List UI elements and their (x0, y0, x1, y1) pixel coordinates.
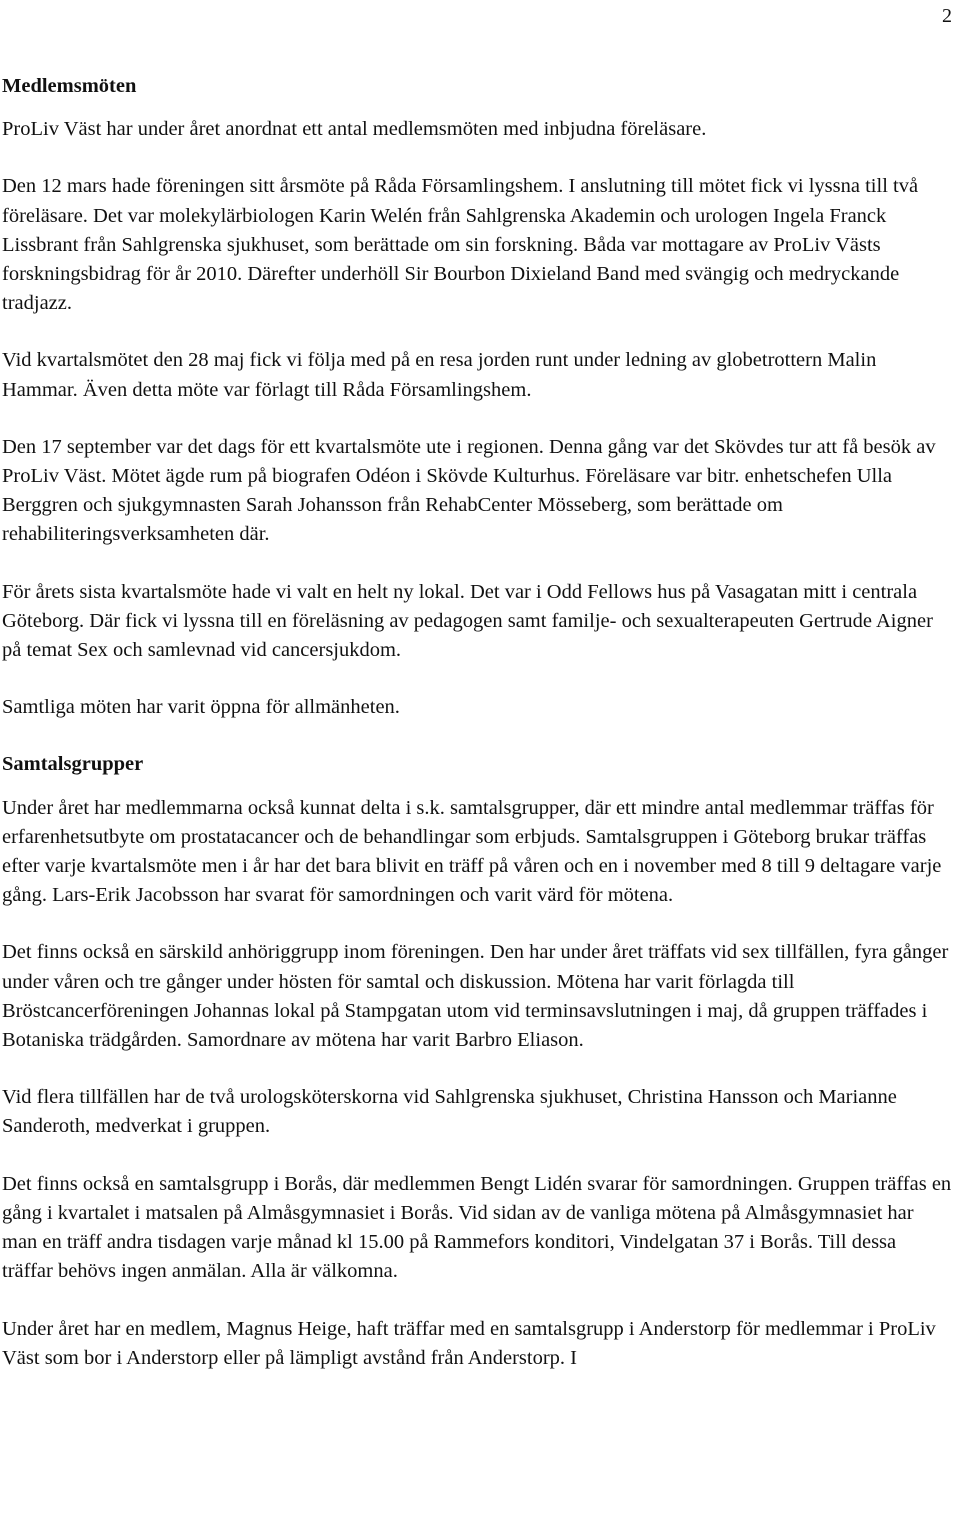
section-medlemsmoten (2, 72, 952, 722)
paragraph: Vid kvartalsmötet den 28 maj fick vi följa med på en resa jorden runt under ledning av globetrottern Malin Hammar. Även detta möte var förlagt till Råda Församlingshem. (2, 349, 877, 401)
paragraph: Den 17 september var det dags för ett kvartalsmöte ute i regionen. Denna gång var det Skövdes tur att få besök av ProLiv Väst. Mötet ägde rum på biografen Odéon i Skövde Kulturhus. Föreläsare var bitr. enhetschefen Ulla Berggren och sjukgymnasten Sarah Johansson från RehabCenter Mösseberg, som berättade om rehabiliteringsverksamheten där. (2, 435, 936, 546)
paragraph: Det finns också en samtalsgrupp i Borås, där medlemmen Bengt Lidén svarar för samordningen. Gruppen träffas en gång i kvartalet i matsalen på Almåsgymnasiet i Borås. Vid sidan av de vanliga mötena på Almåsgymnasiet har man en träff andra tisdagen varje månad kl 15.00 på Rammefors konditori, Vindelgatan 37 i Borås. Till dessa träffar behövs ingen anmälan. Alla är välkomna. (2, 1172, 952, 1283)
section-heading: Medlemsmöten (2, 75, 137, 97)
section-heading: Samtalsgrupper (2, 753, 144, 776)
paragraph: För årets sista kvartalsmöte hade vi valt en helt ny lokal. Det var i Odd Fellows hus på Vasagatan mitt i centrala Göteborg. Där fick vi lyssna till en föreläsning av pedagogen samt familje- och sexualterapeuten Gertrude Aigner på temat Sex och samlevnad vid cancersjukdom. (2, 580, 933, 662)
paragraph: Under året har medlemmarna också kunnat delta i s.k. samtalsgrupper, där ett mindre antal medlemmar träffas för erfarenhetsutbyte om prostatacancer och de behandlingar som erbjuds. Samtalsgruppen i Göteborg brukar träffas efter varje kvartalsmöte men i år har det bara blivit en träff på våren och en i november med 8 till 9 deltagare varje gång. Lars-Erik Jacobsson har svarat för samordningen och varit värd för mötena. (2, 796, 942, 907)
document-body (2, 72, 952, 1401)
paragraph: Under året har en medlem, Magnus Heige, haft träffar med en samtalsgrupp i Anderstorp för medlemmar i ProLiv Väst som bor i Anderstorp eller på lämpligt avstånd från Anderstorp. I (2, 1317, 936, 1369)
paragraph: Samtliga möten har varit öppna för allmänheten. (2, 696, 400, 719)
page-number: 2 (942, 5, 952, 27)
paragraph: Det finns också en särskild anhöriggrupp inom föreningen. Den har under året träffats vid sex tillfällen, fyra gånger under våren och tre gånger under hösten för samtal och diskussion. Mötena har varit förlagda till Bröstcancerföreningen Johannas lokal på Stampgatan utom vid terminsavslutningen i maj, då gruppen träffades i Botaniska trädgården. Samordnare av mötena har varit Barbro Eliason. (2, 941, 949, 1052)
section-samtalsgrupper (2, 750, 952, 1372)
paragraph: Vid flera tillfällen har de två urologsköterskorna vid Sahlgrenska sjukhuset, Christina Hansson och Marianne Sanderoth, medverkat i gruppen. (2, 1086, 897, 1138)
paragraph: Den 12 mars hade föreningen sitt årsmöte på Råda Församlingshem. I anslutning till mötet fick vi lyssna till två föreläsare. Det var molekylärbiologen Karin Welén från Sahlgrenska Akademin och urologen Ingela Franck Lissbrant från Sahlgrenska sjukhuset, som berättade om sin forskning. Båda var mottagare av ProLiv Västs forskningsbidrag för år 2010. Därefter underhöll Sir Bourbon Dixieland Band med svängig och medryckande tradjazz. (2, 175, 919, 315)
paragraph: ProLiv Väst har under året anordnat ett antal medlemsmöten med inbjudna föreläsare. (2, 118, 707, 141)
